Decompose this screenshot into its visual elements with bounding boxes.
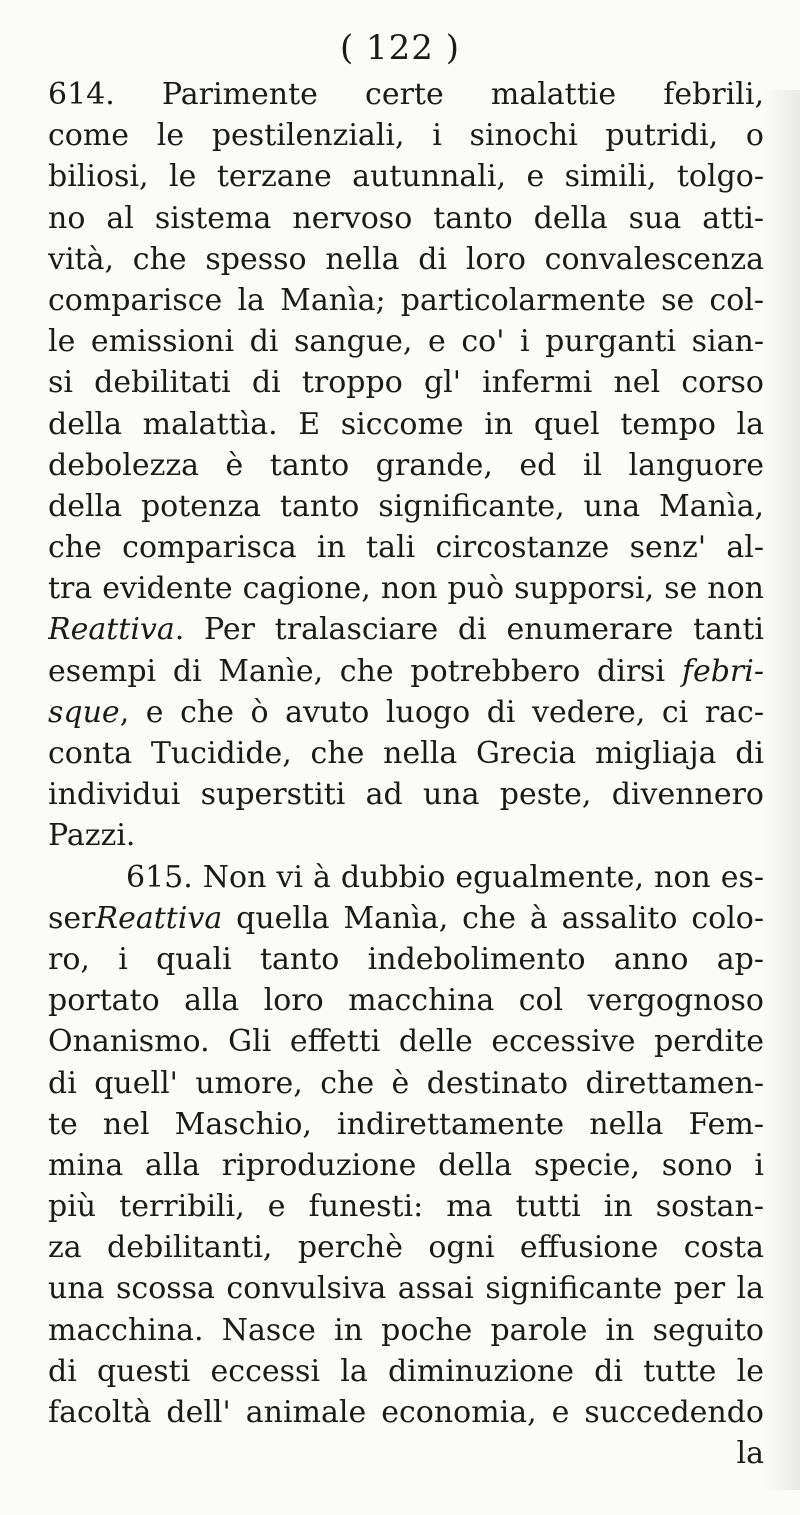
text-line: come le pestilenziali, i sinochi putridi, o <box>48 118 764 154</box>
text-line: di quell' umore, che è destinato direttamen- <box>48 1065 764 1101</box>
text-line: della potenza tanto significante, una Manìa, <box>48 488 764 524</box>
text-fragment: esempi di Manìe, che potrebbero dirsi <box>48 653 666 689</box>
text-line: no al sistema nervoso tanto della sua atti- <box>48 200 764 236</box>
italic-term: Reattiva <box>95 900 223 936</box>
text-line: portato alla loro macchina col vergognoso <box>48 983 764 1019</box>
text-line <box>48 609 764 650</box>
text-line <box>48 692 764 733</box>
italic-term: febri- <box>681 653 764 689</box>
text-line: Onanismo. Gli effetti delle eccessive perdite <box>48 1024 764 1060</box>
text-line: che comparisca in tali circostanze senz' al- <box>48 530 764 566</box>
text-line: della malattìa. E siccome in quel tempo la <box>48 406 764 442</box>
text-line <box>48 898 764 939</box>
text-line: le emissioni di sangue, e co' i purganti sian- <box>48 324 764 360</box>
text-line: ro, i quali tanto indebolimento anno ap- <box>48 941 764 977</box>
text-line: 615. Non vi à dubbio egualmente, non es- <box>126 859 764 895</box>
text-line: za debilitanti, perchè ogni effusione costa <box>48 1230 764 1266</box>
text-line: Pazzi. <box>48 818 136 854</box>
text-fragment: , e che ò avuto luogo di vedere, ci rac- <box>119 694 764 730</box>
text-line: una scossa convulsiva assai significante per la <box>48 1271 764 1307</box>
text-line: vità, che spesso nella di loro convalescenza <box>48 241 764 277</box>
text-line: comparisce la Manìa; particolarmente se col- <box>48 282 764 318</box>
text-line: più terribili, e funesti: ma tutti in sostan- <box>48 1189 764 1225</box>
text-line: si debilitati di troppo gl' infermi nel corso <box>48 365 764 401</box>
text-line: 614. Parimente certe malattie febrili, <box>48 77 764 112</box>
text-line <box>48 651 764 692</box>
text-line: tra evidente cagione, non può supporsi, se non <box>48 571 764 607</box>
text-line: di questi eccessi la diminuzione di tutte le <box>48 1353 764 1389</box>
text-line: te nel Maschio, indirettamente nella Fem- <box>48 1106 764 1142</box>
text-line: individui superstiti ad una peste, divennero <box>48 777 764 813</box>
body-text <box>48 74 764 1474</box>
text-line: facoltà dell' animale economia, e succedendo <box>48 1395 764 1430</box>
text-fragment: . Per tralasciare di enumerare tanti <box>174 612 764 648</box>
text-line: macchina. Nasce in poche parole in seguito <box>48 1312 764 1348</box>
text-fragment: quella Manìa, che à assalito colo- <box>236 900 764 936</box>
catchword: la <box>736 1436 764 1472</box>
text-line: conta Tucidide, che nella Grecia migliaja di <box>48 736 764 771</box>
page-edge-shadow <box>764 90 800 1490</box>
text-line: biliosi, le terzane autunnali, e simili, tolgo- <box>48 159 764 195</box>
italic-term: sque <box>48 694 120 730</box>
italic-term: Reattiva <box>48 612 175 648</box>
text-line: debolezza è tanto grande, ed il languore <box>48 447 764 483</box>
page-number: ( 122 ) <box>339 28 461 68</box>
text-line: mina alla riproduzione della specie, sono i <box>48 1147 764 1183</box>
text-fragment: ser <box>48 900 96 936</box>
